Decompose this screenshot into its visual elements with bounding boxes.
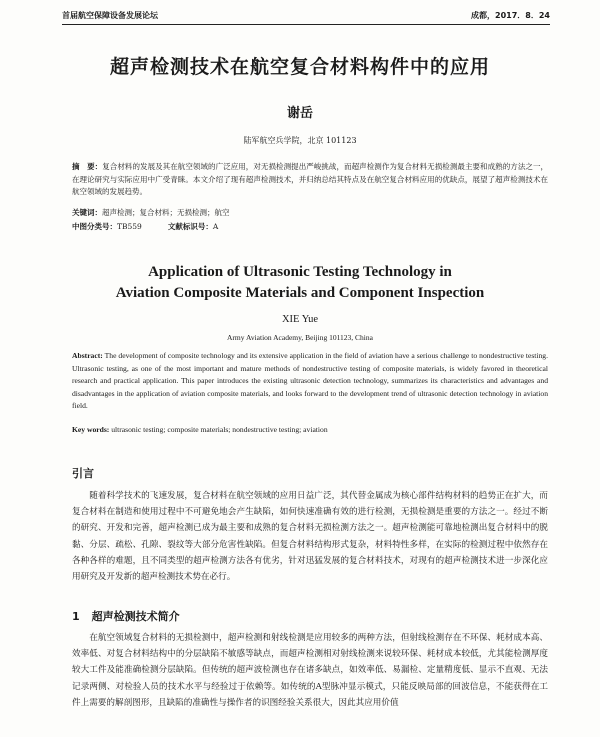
en-title (0, 262, 600, 304)
cn-title: 超声检测技术在航空复合材料构件中的应用 (109, 56, 490, 78)
en-author: XIE Yue (281, 314, 319, 325)
intro-heading: 引言 (72, 467, 94, 480)
section1-heading (72, 608, 180, 624)
en-keywords-label: Key words: (72, 425, 110, 434)
cn-abstract-label: 摘 要： (72, 162, 103, 171)
cn-keywords (72, 207, 548, 219)
en-keywords (72, 424, 548, 436)
class-value: TB559 (117, 222, 142, 231)
intro-paragraph: 随着科学技术的飞速发展，复合材料在航空领域的应用日益广泛，其代替金属成为核心部件结构材料的趋势正在扩大，而复合材料在制造和使用过程中不可避免地会产生缺陷，如何快速准确有效的进行检测，无损检测是重要的方法之一。经过不断的研究、开发和完善，超声检测已成为最主要和成熟的复合材料无损检测方法之一。超声检测能可靠地检测出复合材料中的脱黏、分层、疏松、孔隙、裂纹等大部分危害性缺陷。但复合材料结构形式复杂，材料特性多样，在实际的检测过程中依然存在各种各样的难题，且不同类型的超声检测方法各有优劣，针对迅猛发展的复合材料技术，对现有的超声检测技术进一步深化应用研究及开发新的超声检测技术势在必行。 (72, 491, 548, 583)
header-rule (62, 24, 550, 25)
conference-place-date: 成都，2017．8．24 (471, 10, 550, 20)
en-abstract (72, 350, 548, 413)
section1-number: 1 (72, 610, 80, 623)
class-label: 中图分类号： (72, 222, 117, 231)
doc-code-label: 文献标识号： (167, 222, 213, 231)
en-title-line2: Aviation Composite Materials and Component Inspection (115, 285, 485, 301)
en-keywords-text: ultrasonic testing; composite materials; nondestructive testing; aviation (111, 425, 328, 434)
cn-keywords-label: 关键词： (72, 208, 102, 217)
en-affiliation: Army Aviation Academy, Beijing 101123, China (227, 333, 373, 342)
en-abstract-label: Abstract: (72, 351, 103, 360)
doc-code-value: A (212, 222, 219, 231)
cn-keywords-text: 超声检测；复合材料；无损检测；航空 (102, 208, 230, 217)
en-abstract-text: The development of composite technology and its extensive application in the field of aviation have a serious challenge to nondestructive testing. Ultrasonic testing, as one of the most important and mature methods of nondestructive testing of composite materials, is widely favored in theoretical research and practical application. This paper introduces the existing ultrasonic detection technology, summarizes its characteristics and advantages and disadvantages in the application of aviation composite materials, and looks forward to the development trend of ultrasonic detection technology in aviation field. (72, 351, 548, 411)
section1-paragraph: 在航空领域复合材料的无损检测中，超声检测和射线检测是应用较多的两种方法，但射线检测存在不环保、耗材成本高、效率低、对复合材料结构中的分层缺陷不敏感等缺点，而超声检测相对射线检测来说较环保、耗材成本较低，尤其能检测厚度较大工件及能准确检测分层缺陷。但传统的超声波检测也存在诸多缺点，如效率低、易漏检、定量精度低、显示不直观、无法记录两侧、对检验人员的技术水平与经验过于依赖等。如传统的A型脉冲显示模式，只能反映局部的回波信息，不能获得在工件上需要的解剖图形，且缺陷的准确性与操作者的识图经验关系很大，因此其应用价值 (72, 633, 548, 708)
cn-abstract-text: 复合材料的发展及其在航空领域的广泛应用，对无损检测提出严峻挑战，而超声检测作为复合材料无损检测最主要和成熟的方法之一，在理论研究与实际应用中广受青睐。本文介绍了现有超声检测技术，并归纳总结其特点及在航空复合材料应用的优缺点，展望了超声检测技术在航空领域的发展趋势。 (72, 162, 549, 196)
cn-abstract (72, 161, 548, 199)
journal-name: 首届航空保障设备发展论坛 (62, 10, 158, 20)
cn-affiliation: 陆军航空兵学院，北京 101123 (243, 136, 357, 145)
section1-title: 超声检测技术简介 (91, 610, 180, 623)
cn-classification (72, 221, 218, 233)
cn-author: 谢岳 (286, 106, 313, 121)
en-title-line1: Application of Ultrasonic Testing Technology in (148, 264, 452, 280)
running-header (62, 8, 550, 22)
